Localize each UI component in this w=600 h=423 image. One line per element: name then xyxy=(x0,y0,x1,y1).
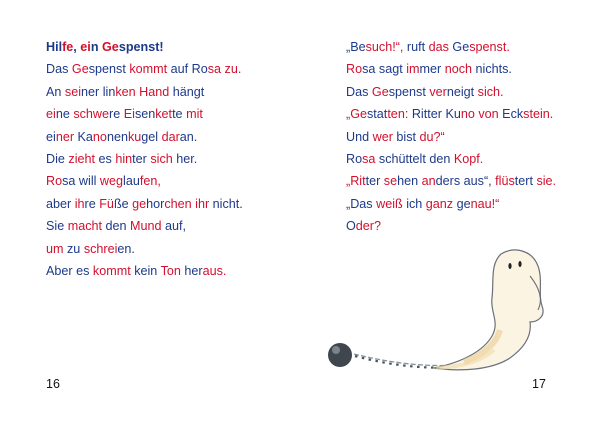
syllable: Ro xyxy=(191,62,208,77)
syllable: auf xyxy=(170,62,192,77)
syllable: den xyxy=(429,151,454,166)
syllable: mit xyxy=(186,107,203,122)
syllable: lin xyxy=(102,84,116,99)
syllable: kommt xyxy=(129,62,171,77)
syllable: lau xyxy=(123,174,140,189)
syllable: Ro xyxy=(346,62,363,77)
syllable: dar xyxy=(161,129,180,144)
syllable: sagt xyxy=(378,62,407,77)
left-page-line xyxy=(46,128,243,150)
syllable: te xyxy=(172,107,187,122)
syllable: Eck xyxy=(502,107,524,122)
syllable: chen xyxy=(164,196,196,211)
syllable: ei xyxy=(46,107,56,122)
page-number-left: 16 xyxy=(46,377,60,391)
syllable: O xyxy=(346,219,356,234)
syllable: ne xyxy=(55,107,74,122)
syllable: spenst xyxy=(88,62,130,77)
right-page-line xyxy=(346,105,556,127)
left-page-text xyxy=(46,38,243,284)
syllable: um xyxy=(46,241,67,256)
syllable: ver xyxy=(429,84,447,99)
left-page-line xyxy=(46,240,243,262)
syllable: der? xyxy=(355,219,382,234)
syllable: an xyxy=(421,174,436,189)
syllable: sich. xyxy=(477,84,504,99)
syllable: weg xyxy=(99,174,124,189)
syllable: ket xyxy=(155,107,173,122)
syllable: „Be xyxy=(346,40,366,54)
syllable: ei xyxy=(46,129,56,144)
syllable: aus. xyxy=(202,263,227,278)
syllable: ken xyxy=(115,84,140,99)
syllable: sich xyxy=(150,151,177,166)
syllable: Ka xyxy=(77,129,93,144)
syllable: fen, xyxy=(139,174,161,189)
syllable: schrei xyxy=(83,241,118,256)
story-title xyxy=(46,38,243,60)
left-page-line xyxy=(46,262,243,284)
syllable: an. xyxy=(179,129,198,144)
syllable: ders xyxy=(435,174,464,189)
syllable: aber xyxy=(46,196,75,211)
syllable: n xyxy=(90,40,103,54)
syllable: Und xyxy=(346,129,373,144)
syllable: en. xyxy=(117,241,135,256)
right-page-line xyxy=(346,83,556,105)
syllable: hängt xyxy=(172,84,205,99)
syllable: Mund xyxy=(130,219,166,234)
syllable: hen xyxy=(397,174,422,189)
syllable: es xyxy=(76,263,93,278)
syllable: ei xyxy=(80,40,91,54)
syllable: re xyxy=(109,107,124,122)
syllable: im xyxy=(406,62,420,77)
syllable: ku xyxy=(127,129,142,144)
right-page-line xyxy=(346,172,556,194)
syllable: nichts. xyxy=(475,62,512,77)
syllable: „Rit xyxy=(346,174,366,189)
syllable: sa xyxy=(362,62,379,77)
left-page-line xyxy=(46,217,243,239)
syllable: ten: xyxy=(387,107,412,122)
syllable: den xyxy=(105,219,131,234)
syllable: neigt xyxy=(446,84,478,99)
syllable: ih xyxy=(74,196,85,211)
right-page-line xyxy=(346,128,556,150)
syllable: macht xyxy=(67,219,106,234)
syllable: ße xyxy=(113,196,133,211)
syllable: ich xyxy=(406,196,426,211)
syllable: mer xyxy=(419,62,445,77)
left-page-line xyxy=(46,105,243,127)
syllable: Ro xyxy=(46,174,63,189)
syllable: gel xyxy=(141,129,162,144)
syllable: nau!“ xyxy=(470,196,500,211)
syllable: sie. xyxy=(536,174,557,189)
syllable: Ge xyxy=(71,62,89,77)
syllable: zu xyxy=(67,241,84,256)
syllable: sa xyxy=(62,174,79,189)
syllable: flüs xyxy=(495,174,515,189)
syllable: du?“ xyxy=(419,129,445,144)
syllable: Ge xyxy=(102,40,119,54)
syllable: „Das xyxy=(346,196,377,211)
syllable: stat xyxy=(367,107,388,122)
syllable: hor xyxy=(146,196,165,211)
syllable: telt xyxy=(409,151,430,166)
right-page-line xyxy=(346,38,556,60)
syllable: nen xyxy=(106,129,128,144)
syllable: auf, xyxy=(165,219,187,234)
syllable: zu. xyxy=(224,62,242,77)
syllable: no xyxy=(460,107,479,122)
syllable: Ku xyxy=(445,107,461,122)
left-page-line xyxy=(46,172,243,194)
right-page-line xyxy=(346,195,556,217)
syllable: ihr xyxy=(195,196,213,211)
left-page-line xyxy=(46,150,243,172)
syllable: Ge xyxy=(452,40,470,54)
syllable: her xyxy=(184,263,203,278)
syllable: Ge xyxy=(371,84,389,99)
syllable: se xyxy=(383,174,398,189)
syllable: Ei xyxy=(123,107,135,122)
syllable: „Ge xyxy=(346,107,367,122)
syllable: Hand xyxy=(139,84,173,99)
syllable: ner xyxy=(55,129,78,144)
right-page-line xyxy=(346,60,556,82)
left-page-line xyxy=(46,195,243,217)
syllable: bist xyxy=(396,129,420,144)
syllable: fe xyxy=(62,40,74,54)
syllable: hin xyxy=(115,151,133,166)
syllable: weiß xyxy=(376,196,407,211)
syllable: re xyxy=(84,196,100,211)
syllable: schüt xyxy=(378,151,410,166)
syllable: Das xyxy=(46,62,72,77)
syllable: Ton xyxy=(160,263,185,278)
syllable: ganz xyxy=(425,196,457,211)
syllable: schwe xyxy=(73,107,110,122)
syllable: Hil xyxy=(46,40,63,54)
syllable: ge xyxy=(456,196,471,211)
syllable: Kopf. xyxy=(453,151,484,166)
syllable: , xyxy=(73,40,81,54)
syllable: will xyxy=(78,174,100,189)
syllable: Sie xyxy=(46,219,68,234)
ghost-with-ball-and-chain-icon xyxy=(324,236,558,382)
syllable: Aber xyxy=(46,263,77,278)
syllable: An xyxy=(46,84,65,99)
syllable: wer xyxy=(372,129,397,144)
syllable: Die xyxy=(46,151,69,166)
syllable: kommt xyxy=(92,263,135,278)
syllable: stein. xyxy=(523,107,554,122)
syllable: no xyxy=(92,129,107,144)
syllable: sei xyxy=(64,84,82,99)
syllable: noch xyxy=(444,62,476,77)
syllable: sa xyxy=(207,62,225,77)
syllable: such!“, xyxy=(365,40,407,54)
syllable: Fü xyxy=(99,196,114,211)
syllable: Das xyxy=(346,84,372,99)
syllable: kein xyxy=(134,263,161,278)
syllable: Ro xyxy=(346,151,363,166)
syllable: es xyxy=(98,151,116,166)
page-number-right: 17 xyxy=(532,377,546,391)
syllable: ruft xyxy=(406,40,429,54)
syllable: spenst! xyxy=(118,40,164,54)
syllable: von xyxy=(478,107,503,122)
syllable: ter xyxy=(132,151,151,166)
left-page-line xyxy=(46,60,243,82)
syllable: ner xyxy=(81,84,103,99)
syllable: tert xyxy=(514,174,537,189)
syllable: nicht. xyxy=(212,196,243,211)
left-page-line xyxy=(46,83,243,105)
syllable: sen xyxy=(134,107,156,122)
syllable: Rit xyxy=(411,107,428,122)
syllable: zieht xyxy=(68,151,99,166)
syllable: sa xyxy=(362,151,379,166)
syllable: ter xyxy=(427,107,446,122)
syllable: aus“, xyxy=(463,174,496,189)
syllable: spenst xyxy=(388,84,430,99)
right-page-line xyxy=(346,150,556,172)
syllable: her. xyxy=(176,151,198,166)
right-page-text xyxy=(346,38,556,240)
syllable: ge xyxy=(132,196,147,211)
syllable: spenst. xyxy=(469,40,510,54)
syllable: das xyxy=(428,40,453,54)
syllable: ter xyxy=(365,174,384,189)
